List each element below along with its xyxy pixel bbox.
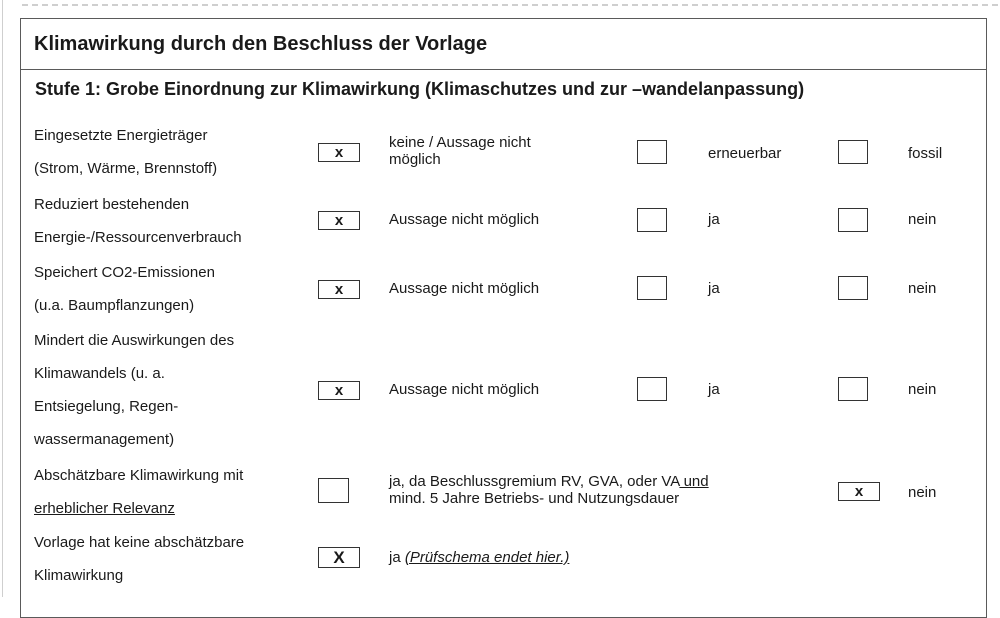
option-energietraeger-fossil: fossil bbox=[908, 145, 943, 162]
option-klimawandel-ja: ja bbox=[708, 381, 720, 398]
checkbox-energieverbrauch-ja[interactable] bbox=[637, 208, 667, 232]
checkbox-klimawandel-ja[interactable] bbox=[637, 377, 667, 401]
option-co2-nein: nein bbox=[908, 280, 937, 297]
option-energietraeger-erneuerbar: erneuerbar bbox=[708, 145, 782, 162]
checkbox-co2-keine[interactable]: x bbox=[318, 280, 360, 299]
option-klimawandel-nein: nein bbox=[908, 381, 937, 398]
checkbox-energietraeger-erneuerbar[interactable] bbox=[637, 140, 667, 164]
option-energietraeger-keine: keine / Aussage nicht möglich bbox=[389, 134, 531, 168]
dashed-separator bbox=[22, 4, 998, 6]
checkbox-co2-ja[interactable] bbox=[637, 276, 667, 300]
row-label-keine-klimawirkung: Vorlage hat keine abschätzbare Klimawirkung bbox=[34, 534, 245, 584]
klimawirkung-section bbox=[20, 18, 987, 618]
checkbox-relevanz-nein[interactable]: x bbox=[838, 482, 880, 501]
option-co2-ja: ja bbox=[708, 280, 720, 297]
left-page-rule bbox=[2, 0, 3, 597]
option-energieverbrauch-nein: nein bbox=[908, 211, 937, 228]
checkbox-energieverbrauch-keine[interactable]: x bbox=[318, 211, 360, 230]
section-title: Klimawirkung durch den Beschluss der Vorlage bbox=[21, 19, 986, 70]
checkbox-energieverbrauch-nein[interactable] bbox=[838, 208, 868, 232]
option-keine-klimawirkung-ja: ja (Prüfschema endet hier.) bbox=[389, 549, 570, 566]
option-relevanz-ja: ja, da Beschlussgremium RV, GVA, oder VA und mind. 5 Jahre Betriebs- und Nutzungsdauer bbox=[389, 473, 709, 507]
stufe-heading: Stufe 1: Grobe Einordnung zur Klimawirkung (Klimaschutzes und zur –wandelanpassung) bbox=[35, 79, 805, 99]
checkbox-co2-nein[interactable] bbox=[838, 276, 868, 300]
row-label-klimawandel: Mindert die Auswirkungen des Klimawandels (u. a. Entsiegelung, Regen- wassermanagement) bbox=[34, 332, 235, 448]
option-energieverbrauch-keine: Aussage nicht möglich bbox=[389, 211, 540, 228]
row-label-energieverbrauch: Reduziert bestehenden Energie-/Ressourcenverbrauch bbox=[34, 196, 242, 246]
checkbox-relevanz-ja[interactable] bbox=[318, 478, 349, 503]
checkbox-klimawandel-keine[interactable]: x bbox=[318, 381, 360, 400]
checkbox-klimawandel-nein[interactable] bbox=[838, 377, 868, 401]
option-co2-keine: Aussage nicht möglich bbox=[389, 280, 540, 297]
row-label-relevanz: Abschätzbare Klimawirkung mit erheblicher Relevanz bbox=[34, 467, 244, 517]
option-energieverbrauch-ja: ja bbox=[708, 211, 720, 228]
option-relevanz-nein: nein bbox=[908, 484, 937, 501]
checkbox-keine-klimawirkung-ja[interactable]: X bbox=[318, 547, 360, 568]
option-klimawandel-keine: Aussage nicht möglich bbox=[389, 381, 540, 398]
checkbox-energietraeger-fossil[interactable] bbox=[838, 140, 868, 164]
row-label-energietraeger: Eingesetzte Energieträger (Strom, Wärme, Brennstoff) bbox=[34, 127, 218, 177]
row-label-co2: Speichert CO2-Emissionen (u.a. Baumpflanzungen) bbox=[34, 264, 215, 314]
checkbox-energietraeger-keine[interactable]: x bbox=[318, 143, 360, 162]
